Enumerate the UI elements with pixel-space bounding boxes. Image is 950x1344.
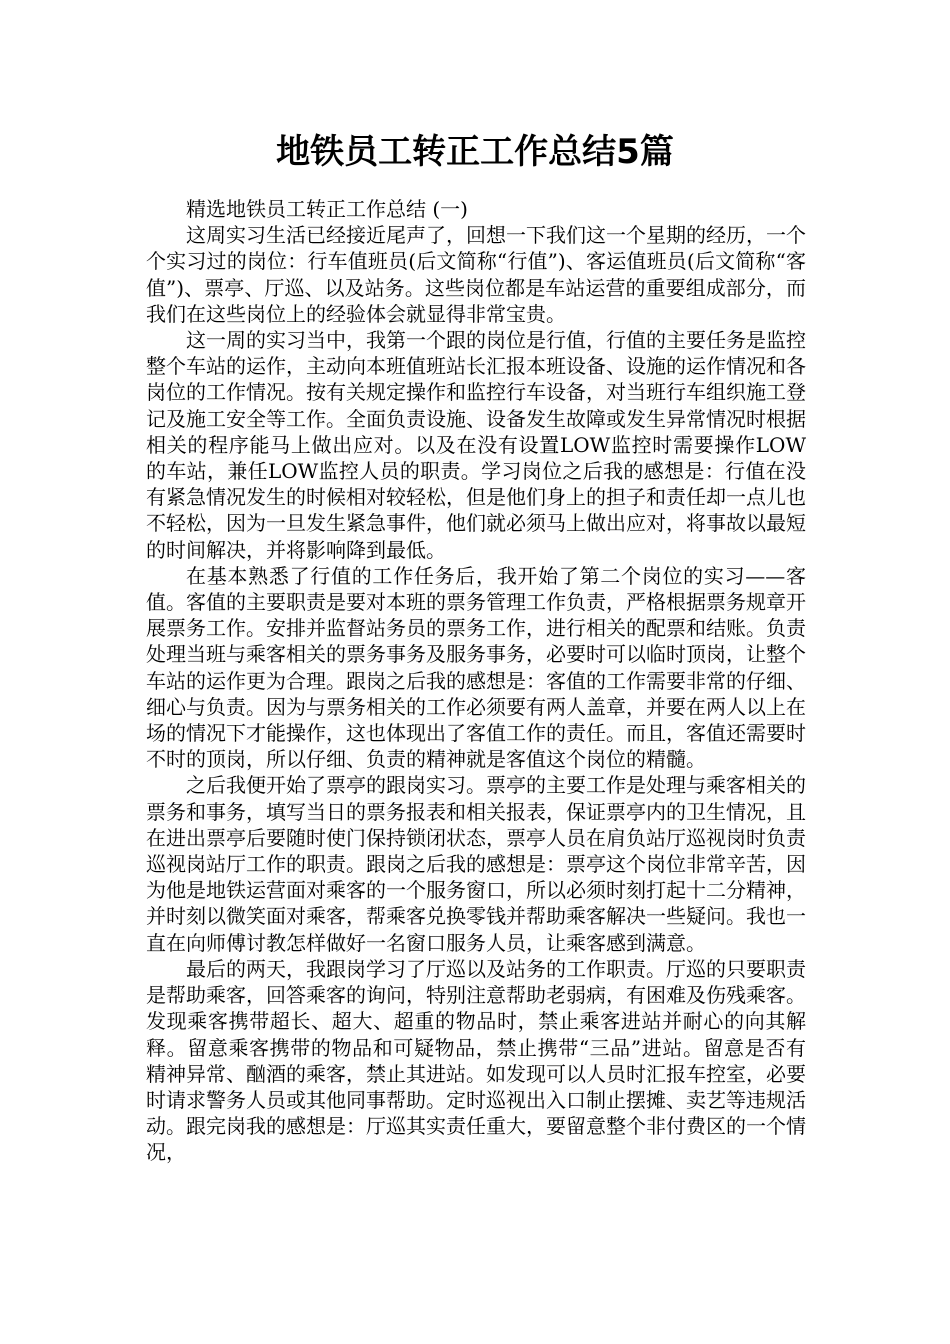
section-heading: 精选地铁员工转正工作总结 (一) [186,197,468,221]
paragraph: 这周实习生活已经接近尾声了，回想一下我们这一个星期的经历，一个个实习过的岗位：行车值班员(后文简称“行值”)、客运值班员(后文简称“客值”)、票亭、厅巡、以及站务。这些岗位都是车站运营的重要组成部分，而我们在这些岗位上的经验体会就显得非常宝贵。 [146,223,806,326]
document-title: 地铁员工转正工作总结5篇 [276,132,674,172]
paragraph: 这一周的实习当中，我第一个跟的岗位是行值，行值的主要任务是监控整个车站的运作，主动向本班值班站长汇报本班设备、设施的运作情况和各岗位的工作情况。按有关规定操作和监控行车设备，对当班行车组织施工登记及施工安全等工作。全面负责设施、设备发生故障或发生异常情况时根据相关的程序能马上做出应对。以及在没有设置LOW监控时需要操作LOW的车站，兼任LOW监控人员的职责。学习岗位之后我的感想是：行值在没有紧急情况发生的时候相对较轻松，但是他们身上的担子和责任却一点儿也不轻松，因为一旦发生紧急事件，他们就必须马上做出应对，将事故以最短的时间解决，并将影响降到最低。 [146,328,806,562]
paragraph: 最后的两天，我跟岗学习了厅巡以及站务的工作职责。厅巡的只要职责是帮助乘客，回答乘客的询问，特别注意帮助老弱病，有困难及伤残乘客。发现乘客携带超长、超大、超重的物品时，禁止乘客进站并耐心的向其解释。留意乘客携带的物品和可疑物品，禁止携带“三品”进站。留意是否有精神异常、酗酒的乘客，禁止其进站。如发现可以人员时汇报车控室，必要时请求警务人员或其他同事帮助。定时巡视出入口制止摆摊、卖艺等违规活动。跟完岗我的感想是：厅巡其实责任重大，要留意整个非付费区的一个情况， [146,956,806,1165]
paragraph: 之后我便开始了票亭的跟岗实习。票亭的主要工作是处理与乘客相关的票务和事务，填写当日的票务报表和相关报表，保证票亭内的卫生情况，且在进出票亭后要随时使门保持锁闭状态，票亭人员在肩负站厅巡视岗时负责巡视岗站厅工作的职责。跟岗之后我的感想是：票亭这个岗位非常辛苦，因为他是地铁运营面对乘客的一个服务窗口，所以必须时刻打起十二分精神，并时刻以微笑面对乘客，帮乘客兑换零钱并帮助乘客解决一些疑问。我也一直在向师傅讨教怎样做好一名窗口服务人员，让乘客感到满意。 [146,773,806,955]
paragraph: 在基本熟悉了行值的工作任务后，我开始了第二个岗位的实习——客值。客值的主要职责是要对本班的票务管理工作负责，严格根据票务规章开展票务工作。安排并监督站务员的票务工作，进行相关的配票和结账。负责处理当班与乘客相关的票务事务及服务事务，必要时可以临时顶岗，让整个车站的运作更为合理。跟岗之后我的感想是：客值的工作需要非常的仔细、细心与负责。因为与票务相关的工作必须要有两人盖章，并要在两人以上在场的情况下才能操作，这也体现出了客值工作的责任。而且，客值还需要时不时的顶岗，所以仔细、负责的精神就是客值这个岗位的精髓。 [146,563,806,772]
document-body [146,196,806,1166]
